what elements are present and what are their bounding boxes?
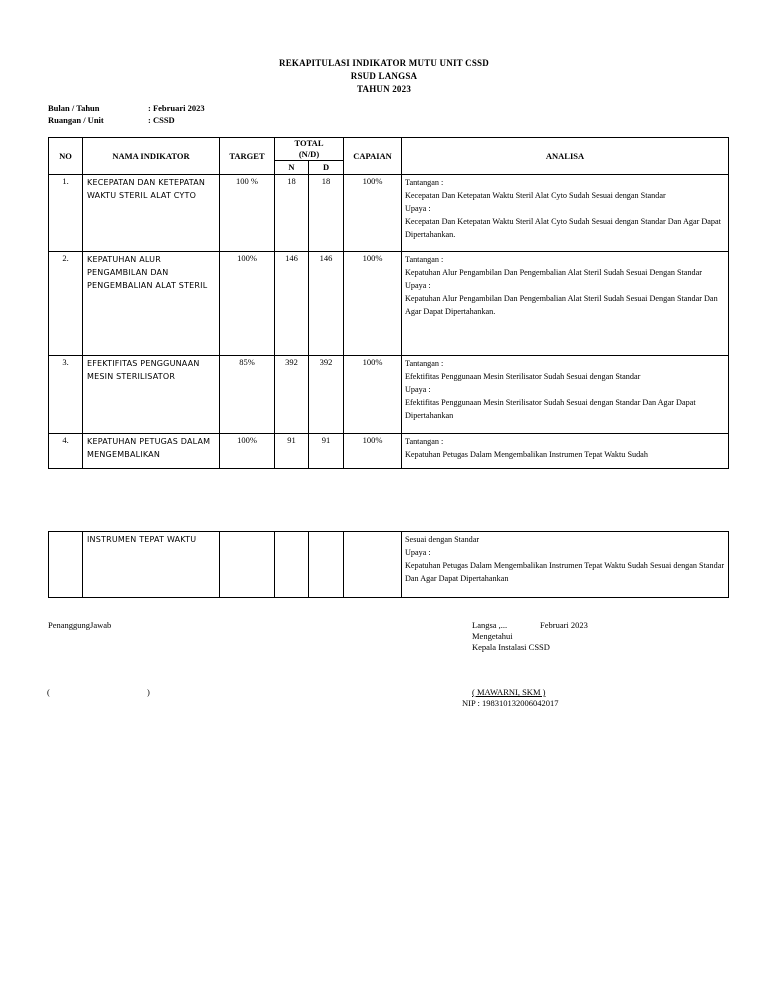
cont-d bbox=[309, 532, 344, 598]
row-name: KEPATUHAN PETUGAS DALAM MENGEMBALIKAN bbox=[83, 434, 220, 469]
row-target: 100% bbox=[220, 252, 275, 356]
unit-label: Ruangan / Unit bbox=[48, 115, 104, 125]
row-target: 100 % bbox=[220, 175, 275, 252]
cont-target bbox=[220, 532, 275, 598]
sign-date: Februari 2023 bbox=[540, 620, 588, 630]
header-total-label: TOTAL bbox=[294, 138, 324, 148]
analisa-line: Upaya : bbox=[405, 204, 431, 213]
row-name: EFEKTIFITAS PENGGUNAAN MESIN STERILISATOR bbox=[83, 356, 220, 434]
analisa-line: Efektifitas Penggunaan Mesin Sterilisator Sudah Sesuai dengan Standar bbox=[405, 372, 641, 381]
row-capaian: 100% bbox=[344, 175, 402, 252]
position-label: Kepala Instalasi CSSD bbox=[472, 642, 550, 652]
cont-capaian bbox=[344, 532, 402, 598]
row-name: KEPATUHAN ALUR PENGAMBILAN DAN PENGEMBALIAN ALAT STERIL bbox=[83, 252, 220, 356]
row-no: 2. bbox=[49, 252, 83, 356]
row-no: 4. bbox=[49, 434, 83, 469]
acknowledged-label: Mengetahui bbox=[472, 631, 513, 641]
header-capaian: CAPAIAN bbox=[344, 138, 402, 175]
analisa-line: Kepatuhan Petugas Dalam Mengembalikan Instrumen Tepat Waktu Sudah Sesuai dengan Standar Dan Agar Dapat Dipertahankan bbox=[405, 561, 725, 583]
cont-n bbox=[275, 532, 309, 598]
header-name: NAMA INDIKATOR bbox=[83, 138, 220, 175]
table-row bbox=[49, 356, 729, 434]
row-capaian: 100% bbox=[344, 434, 402, 469]
analisa-line: Upaya : bbox=[405, 385, 431, 394]
place-date: Langsa ,... bbox=[472, 620, 508, 630]
document-year: TAHUN 2023 bbox=[356, 84, 412, 94]
analisa-line: Kepatuhan Petugas Dalam Mengembalikan Instrumen Tepat Waktu Sudah bbox=[405, 450, 648, 459]
row-d: 18 bbox=[309, 175, 344, 252]
row-n: 392 bbox=[275, 356, 309, 434]
period-value: : Februari 2023 bbox=[148, 103, 205, 113]
continuation-table bbox=[48, 531, 729, 598]
row-analisa bbox=[402, 356, 729, 434]
row-n: 91 bbox=[275, 434, 309, 469]
cont-name: INSTRUMEN TEPAT WAKTU bbox=[83, 532, 220, 598]
period-label: Bulan / Tahun bbox=[48, 103, 100, 113]
left-paren-open: ( bbox=[47, 687, 50, 697]
row-no: 3. bbox=[49, 356, 83, 434]
row-analisa bbox=[402, 252, 729, 356]
unit-value: : CSSD bbox=[148, 115, 175, 125]
analisa-line: Sesuai dengan Standar bbox=[405, 535, 480, 544]
responsible-label: PenanggungJawab bbox=[48, 620, 112, 630]
document-title: REKAPITULASI INDIKATOR MUTU UNIT CSSD bbox=[279, 58, 489, 68]
analisa-line: Tantangan : bbox=[405, 255, 444, 264]
table-row bbox=[49, 252, 729, 356]
row-capaian: 100% bbox=[344, 356, 402, 434]
header-no: NO bbox=[49, 138, 83, 175]
header-total-sub: (N/D) bbox=[298, 149, 320, 159]
signer-nip: NIP : 198310132006042017 bbox=[462, 698, 559, 708]
row-d: 91 bbox=[309, 434, 344, 469]
analisa-line: Kepatuhan Alur Pengambilan Dan Pengembalian Alat Steril Sudah Sesuai Dengan Standar bbox=[405, 268, 702, 277]
table-row bbox=[49, 532, 729, 598]
header-total bbox=[275, 138, 344, 161]
row-n: 146 bbox=[275, 252, 309, 356]
row-no: 1. bbox=[49, 175, 83, 252]
analisa-line: Kepatuhan Alur Pengambilan Dan Pengembalian Alat Steril Sudah Sesuai Dengan Standar Dan Agar Dapat Dipertahankan. bbox=[405, 294, 718, 316]
row-analisa bbox=[402, 175, 729, 252]
analisa-line: Efektifitas Penggunaan Mesin Sterilisator Sudah Sesuai dengan Standar Dan Agar Dapat Dipertahankan bbox=[405, 398, 696, 420]
analisa-line: Tantangan : bbox=[405, 359, 444, 368]
signer-name: ( MAWARNI, SKM ) bbox=[472, 687, 546, 697]
row-d: 146 bbox=[309, 252, 344, 356]
row-analisa bbox=[402, 434, 729, 469]
header-n: N bbox=[275, 161, 309, 175]
indicator-table bbox=[48, 137, 729, 469]
row-capaian: 100% bbox=[344, 252, 402, 356]
analisa-line: Upaya : bbox=[405, 281, 431, 290]
left-paren-close: ) bbox=[147, 687, 150, 697]
row-name: KECEPATAN DAN KETEPATAN WAKTU STERIL ALAT CYTO bbox=[83, 175, 220, 252]
header-d: D bbox=[309, 161, 344, 175]
row-target: 100% bbox=[220, 434, 275, 469]
hospital-name: RSUD LANGSA bbox=[350, 71, 418, 81]
analisa-line: Tantangan : bbox=[405, 437, 444, 446]
row-n: 18 bbox=[275, 175, 309, 252]
header-analisa: ANALISA bbox=[402, 138, 729, 175]
analisa-line: Kecepatan Dan Ketepatan Waktu Steril Alat Cyto Sudah Sesuai dengan Standar Dan Agar Dapat Dipertahankan. bbox=[405, 217, 721, 239]
cont-analisa bbox=[402, 532, 729, 598]
analisa-line: Tantangan : bbox=[405, 178, 444, 187]
row-target: 85% bbox=[220, 356, 275, 434]
row-d: 392 bbox=[309, 356, 344, 434]
analisa-line: Kecepatan Dan Ketepatan Waktu Steril Alat Cyto Sudah Sesuai dengan Standar bbox=[405, 191, 666, 200]
table-row bbox=[49, 434, 729, 469]
header-target: TARGET bbox=[220, 138, 275, 175]
table-row bbox=[49, 175, 729, 252]
cont-no bbox=[49, 532, 83, 598]
analisa-line: Upaya : bbox=[405, 548, 431, 557]
